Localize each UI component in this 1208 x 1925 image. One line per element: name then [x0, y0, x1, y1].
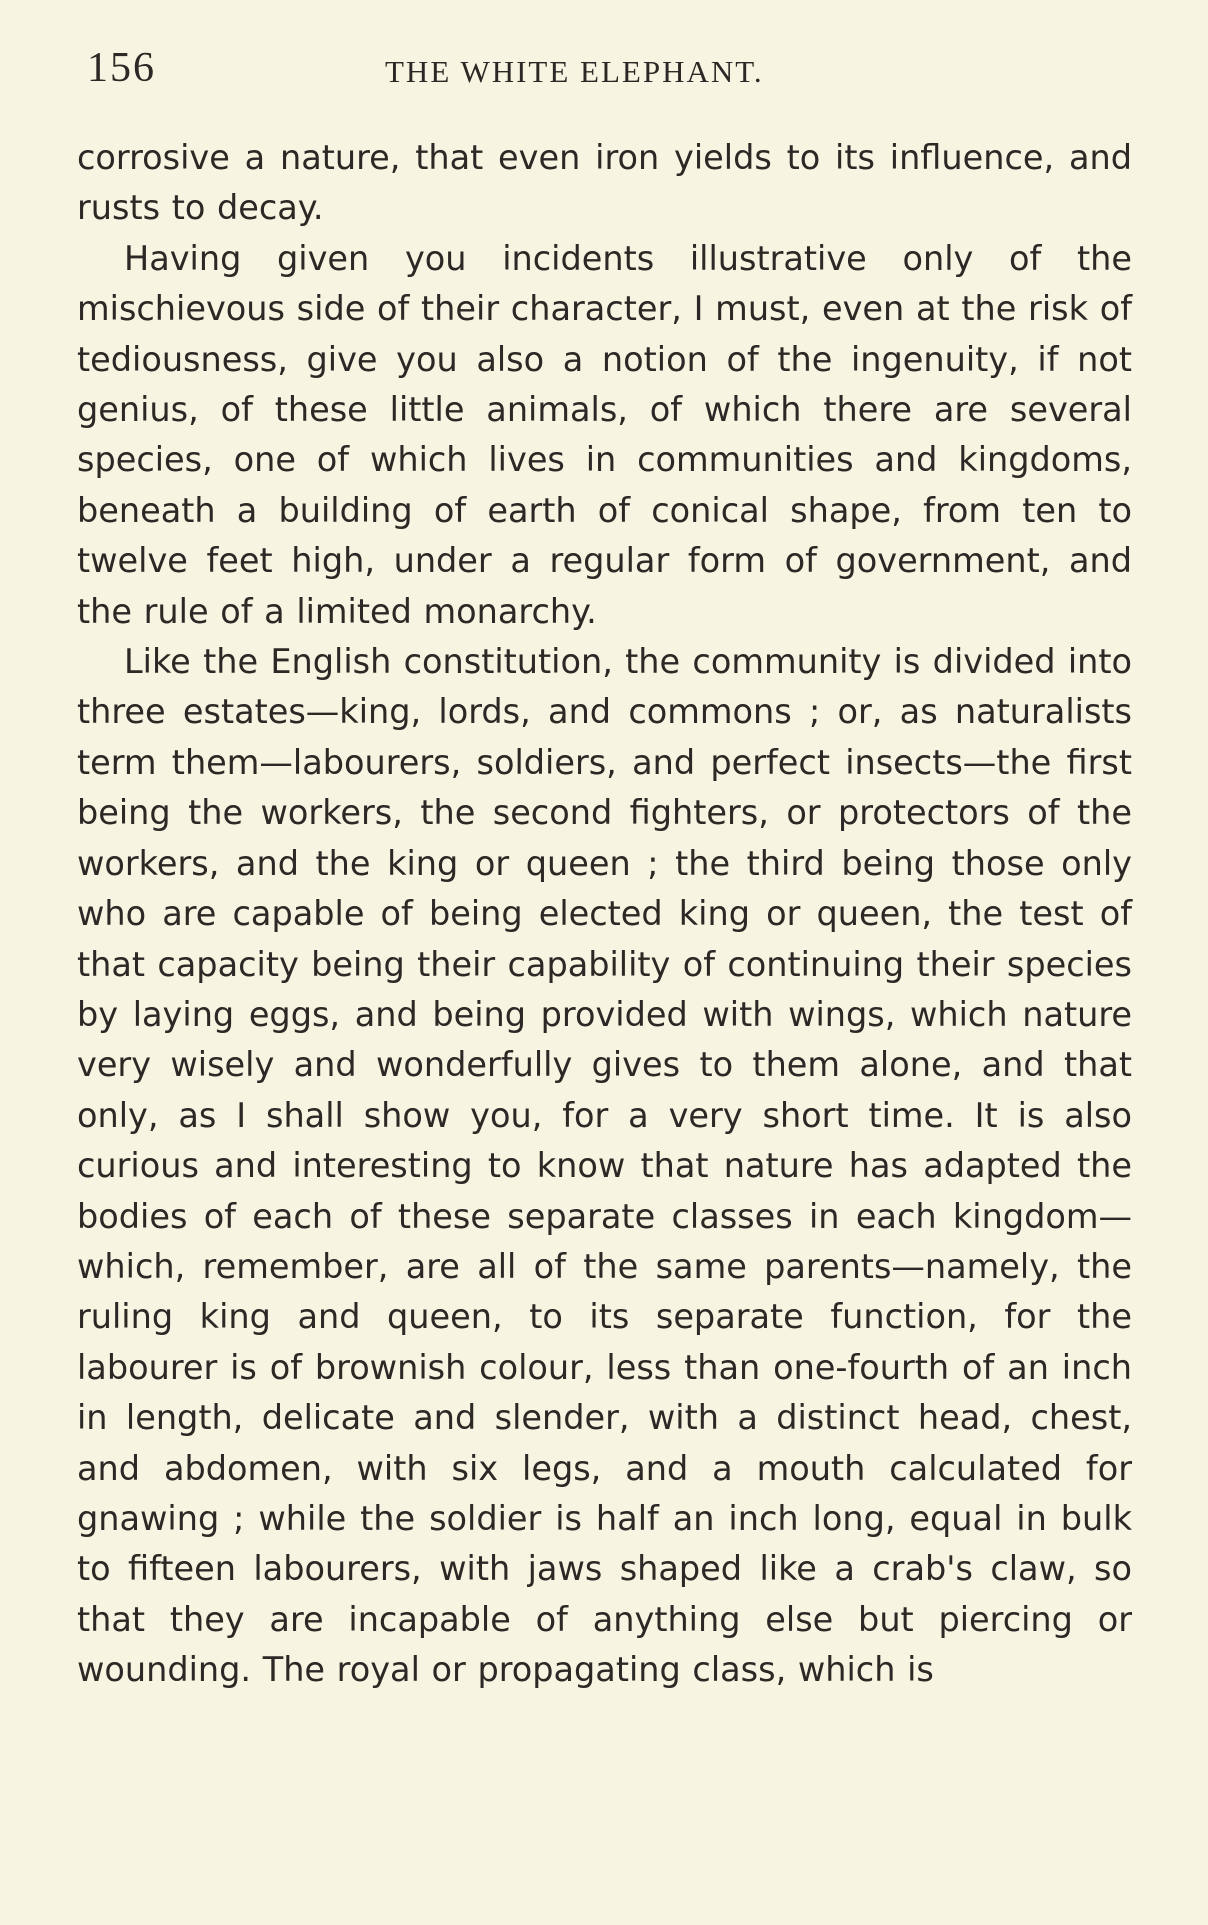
page-number: 156: [87, 45, 156, 91]
running-title: THE WHITE ELEPHANT.: [385, 54, 764, 89]
body-text: [77, 133, 1132, 1696]
paragraph-continuation: corrosive a nature, that even iron yields to its influence, and rusts to decay.: [77, 138, 1132, 228]
paragraph-constitution: Like the English constitution, the community is divided into three estates—king, lords, and commons ; or, as naturalists term them—labourers, soldiers, and perfect insects—the first being the workers, the second fighters, or protectors of the workers, and the king or queen ; the third being those only who are capable of being elected king or queen, the test of that capacity being their capability of continuing their species by laying eggs, and being provided with wings, which nature very wisely and wonderfully gives to them alone, and that only, as I shall show you, for a very short time. It is also curious and interesting to know that nature has adapted the bodies of each of these separate classes in each kingdom—which, remember, are all of the same parents—namely, the ruling king and queen, to its separate function, for the labourer is of brownish colour, less than one-fourth of an inch in length, delicate and slender, with a distinct head, chest, and abdomen, with six legs, and a mouth calculated for gnawing ; while the soldier is half an inch long, equal in bulk to fifteen labourers, with jaws shaped like a crab's claw, so that they are incapable of anything else but piercing or wounding. The royal or propagating class, which is: [77, 642, 1132, 1690]
running-head: [75, 40, 1135, 90]
paragraph-ingenuity: Having given you incidents illustrative only of the mischievous side of their character, I must, even at the risk of tediousness, give you also a notion of the ingenuity, if not genius, of these little animals, of which there are several species, one of which lives in communities and kingdoms, beneath a building of earth of conical shape, from ten to twelve feet high, under a regular form of government, and the rule of a limited monarchy.: [77, 238, 1132, 631]
